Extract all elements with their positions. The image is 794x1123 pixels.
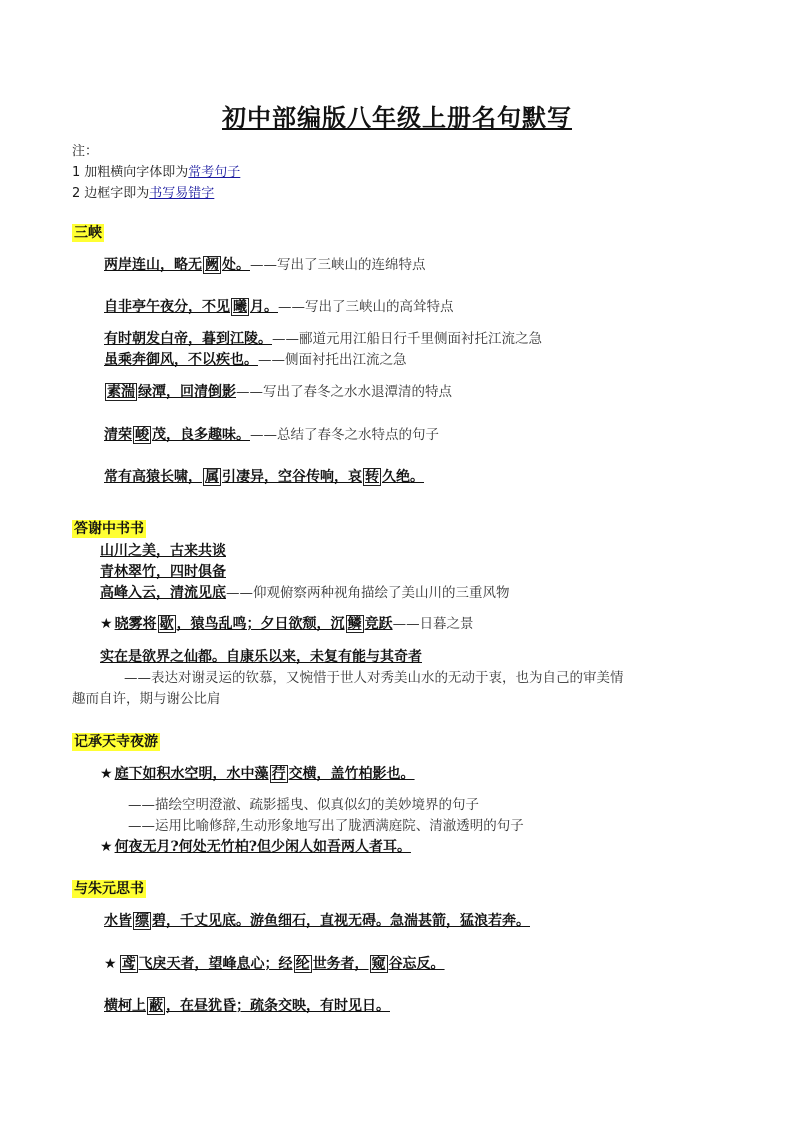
error-prone-char: 歇 [159, 616, 174, 632]
sentence-line: 山川之美，古来共谈 [100, 543, 226, 559]
note-link-error-prone-chars[interactable]: 书写易错字 [149, 186, 215, 201]
error-prone-char: 转 [365, 469, 379, 485]
note-text: 加粗横向字体即为 [84, 165, 189, 180]
error-prone-char: 缥 [135, 913, 149, 929]
sentence-line: ★ 何夜无月?何处无竹柏?但少闲人如吾两人者耳。 [100, 839, 411, 855]
sentence-line: 虽乘奔御风，不以疾也。——侧面衬托出江流之急 [104, 352, 407, 368]
error-prone-char: 鳞 [347, 616, 362, 632]
sentence-line: 有时朝发白帝，暮到江陵。——郦道元用江船日行千里侧面衬托江流之急 [104, 331, 542, 347]
comment: ——写出了春冬之水水退潭清的特点 [236, 384, 452, 400]
comment: ——写出了三峡山的高耸特点 [278, 299, 454, 315]
error-prone-char: 纶 [295, 956, 310, 972]
comment: ——仰观俯察两种视角描绘了美山川的三重风物 [226, 585, 510, 601]
star-icon: ★ [100, 839, 113, 855]
sentence-line: 横柯上 蔽 ，在昼犹昏；疏条交映，有时见日。 [104, 998, 390, 1014]
sentence-line: 常有高猿长啸， 属 引凄异，空谷传响，哀 转 久绝。 [104, 469, 424, 485]
sentence-line: ★ 晓雾将 歇 ，猿鸟乱鸣；夕日欲颓，沉 鳞 竞跃——日暮之景 [100, 616, 474, 632]
note-link-common-sentences[interactable]: 常考句子 [188, 165, 241, 180]
note-text: 边框字即为 [84, 186, 150, 201]
comment: ——描绘空明澄澈、疏影摇曳、似真似幻的美妙境界的句子 [128, 797, 479, 813]
page-title: 初中部编版八年级上册名句默写 [222, 103, 572, 132]
error-prone-char: 蔽 [149, 998, 163, 1014]
comment: ——表达对谢灵运的钦慕，又惋惜于世人对秀美山水的无动于衷，也为自己的审美情 [124, 670, 624, 686]
section-heading-sanxia: 三峡 [74, 225, 102, 241]
comment: 趣而自许，期与谢公比肩 [72, 691, 221, 707]
star-icon: ★ [100, 766, 113, 782]
note-number: 2 [72, 186, 81, 201]
note-item-1 [72, 161, 240, 180]
sentence-line: 实在是欲界之仙都。自康乐以来，未复有能与其奇者 [100, 649, 422, 665]
sentence-line: ★ 庭下如积水空明，水中藻 荇 交横，盖竹柏影也。 [100, 766, 415, 782]
error-prone-char: 鸢 [121, 956, 136, 972]
comment: ——侧面衬托出江流之急 [258, 352, 407, 368]
sentence-line: 素湍 绿潭，回清倒影——写出了春冬之水水退潭清的特点 [107, 384, 452, 400]
error-prone-char: 阙 [205, 257, 219, 273]
note-item-2 [72, 182, 214, 201]
sentence-line: 青林翠竹，四时俱备 [100, 564, 226, 580]
comment: ——日暮之景 [392, 616, 474, 632]
sentence-line: 水皆 缥 碧，千丈见底。游鱼细石，直视无碍。急湍甚箭，猛浪若奔。 [104, 913, 530, 929]
note-number: 1 [72, 165, 81, 180]
comment: ——运用比喻修辞,生动形象地写出了胧洒满庭院、清澈透明的句子 [128, 818, 524, 834]
sentence-line: 两岸连山，略无 阙 处。——写出了三峡山的连绵特点 [104, 257, 426, 273]
error-prone-char: 素湍 [107, 384, 135, 400]
sentence-line: ★ 鸢 飞戾天者，望峰息心；经 纶 世务者， 窥 谷忘反。 [104, 956, 445, 972]
section-heading-dayie: 答谢中书书 [74, 521, 144, 537]
section-heading-chengtian: 记承天寺夜游 [74, 734, 158, 750]
sentence-line: 自非亭午夜分，不见 曦 月。——写出了三峡山的高耸特点 [104, 299, 454, 315]
error-prone-char: 荇 [271, 766, 286, 782]
sentence-line: 清荣 峻 茂，良多趣味。——总结了春冬之水特点的句子 [104, 427, 439, 443]
error-prone-char: 属 [205, 469, 219, 485]
star-icon: ★ [104, 956, 117, 972]
comment: ——总结了春冬之水特点的句子 [250, 427, 439, 443]
error-prone-char: 曦 [233, 299, 247, 315]
note-label: 注： [72, 144, 99, 159]
star-icon: ★ [100, 616, 113, 632]
section-heading-zhuyuansi: 与朱元思书 [74, 881, 144, 897]
error-prone-char: 窥 [371, 956, 386, 972]
sentence-line: 高峰入云，清流见底——仰观俯察两种视角描绘了美山川的三重风物 [100, 585, 510, 601]
comment: ——郦道元用江船日行千里侧面衬托江流之急 [272, 331, 542, 347]
error-prone-char: 峻 [135, 427, 149, 443]
comment: ——写出了三峡山的连绵特点 [250, 257, 426, 273]
